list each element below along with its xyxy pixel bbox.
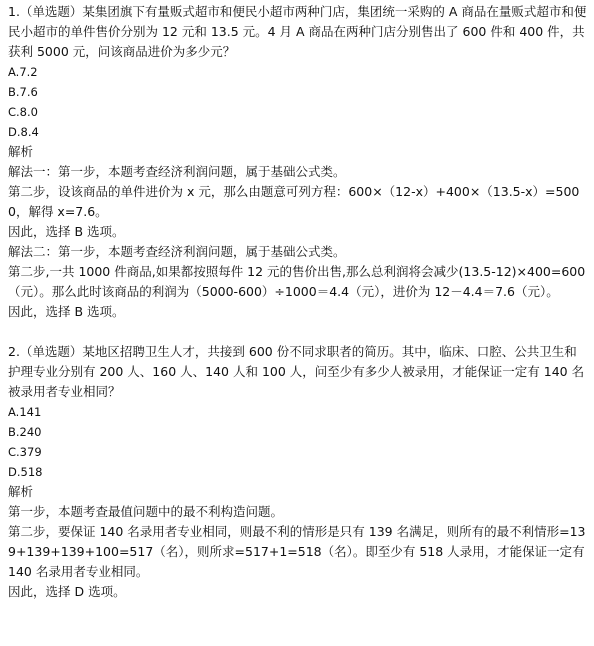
option-a: A.7.2 — [8, 65, 38, 79]
option-d: D.8.4 — [8, 125, 39, 139]
analysis-paragraph: 第二步,一共 1000 件商品,如果都按照每件 12 元的售价出售,那么总利润将会减少(13.5-12)×400=600（元）。那么此时该商品的利润为（5000-600）÷1000＝4.4（元），进价为 12－4.4＝7.6（元）。 — [8, 264, 586, 299]
analysis-label: 解析 — [8, 484, 34, 499]
analysis-paragraph: 第二步，要保证 140 名录用者专业相同，则最不利的情形是只有 139 名满足，则所有的最不利情形=139+139+139+100=517（名），则所求=517+1=518（名）。即至少有 518 人录用，才能保证一定有 140 名录用者专业相同。 — [8, 524, 586, 579]
analysis-paragraph: 因此，选择 B 选项。 — [8, 304, 125, 319]
analysis-paragraph: 解法二：第一步，本题考查经济利润问题，属于基础公式类。 — [8, 244, 346, 259]
option-b: B.7.6 — [8, 85, 38, 99]
question-1 — [8, 2, 588, 322]
spacer — [8, 322, 588, 342]
analysis-paragraph: 因此，选择 D 选项。 — [8, 584, 126, 599]
option-a: A.141 — [8, 405, 42, 419]
option-d: D.518 — [8, 465, 43, 479]
option-b: B.240 — [8, 425, 42, 439]
option-c: C.8.0 — [8, 105, 38, 119]
analysis-paragraph: 第一步，本题考查最值问题中的最不利构造问题。 — [8, 504, 284, 519]
analysis-paragraph: 解法一：第一步，本题考查经济利润问题，属于基础公式类。 — [8, 164, 346, 179]
analysis-paragraph: 因此，选择 B 选项。 — [8, 224, 125, 239]
option-c: C.379 — [8, 445, 42, 459]
analysis-paragraph: 第二步，设该商品的单件进价为 x 元，那么由题意可列方程：600×（12-x）+400×（13.5-x）=5000，解得 x=7.6。 — [8, 184, 580, 219]
question-stem: 1.（单选题）某集团旗下有量贩式超市和便民小超市两种门店，集团统一采购的 A 商品在量贩式超市和便民小超市的单件售价分别为 12 元和 13.5 元。4 月 A 商品在两种门店分别售出了 600 件和 400 件，共获利 5000 元，问该商品进价为多少元？ — [8, 4, 587, 59]
document-body — [8, 2, 588, 602]
analysis-label: 解析 — [8, 144, 34, 159]
question-stem: 2.（单选题）某地区招聘卫生人才，共接到 600 份不同求职者的简历。其中，临床、口腔、公共卫生和护理专业分别有 200 人、160 人、140 人和 100 人，问至少有多少人被录用，才能保证一定有 140 名被录用者专业相同？ — [8, 344, 585, 399]
question-2 — [8, 342, 588, 602]
